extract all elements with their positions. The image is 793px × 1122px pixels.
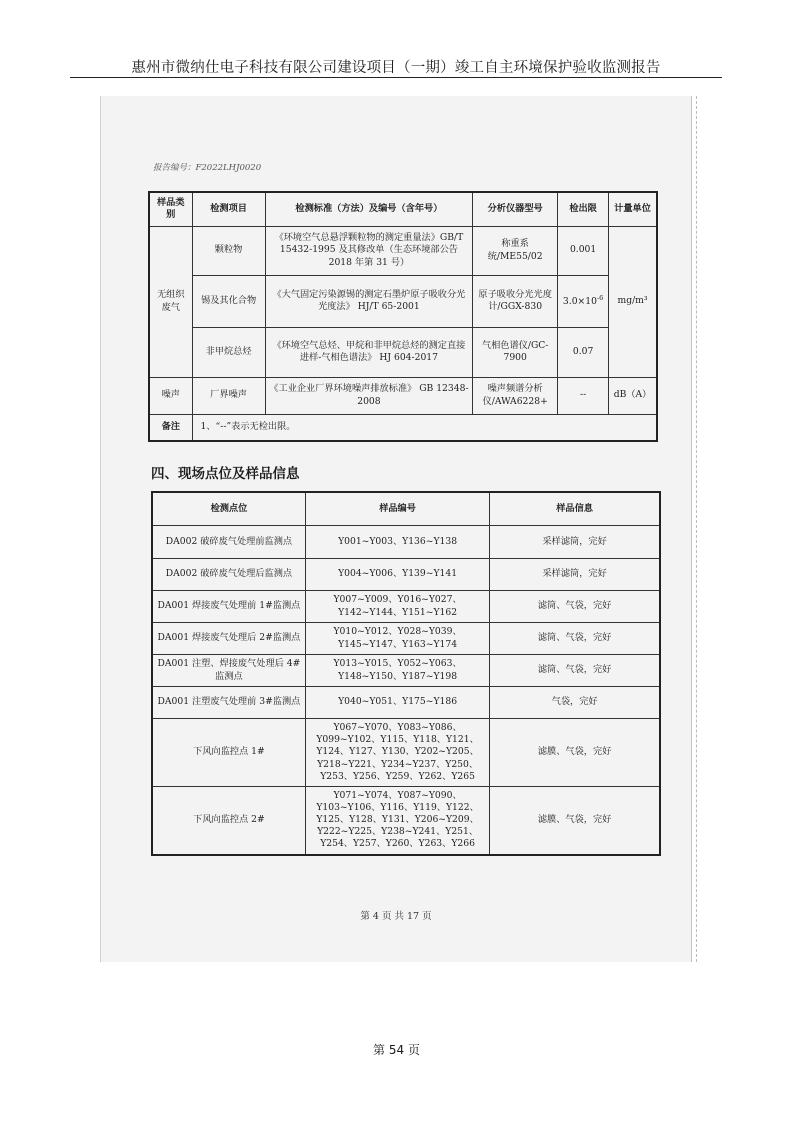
standards-table [148,191,658,442]
info-cell: 采样滤筒，完好 [490,559,660,591]
col-header: 检测项目 [192,192,265,226]
note-label: 备注 [149,414,192,441]
info-cell: 滤筒、气袋，完好 [490,655,660,687]
instrument-cell: 原子吸收分光光度计/GGX-830 [473,275,558,327]
col-header: 样品信息 [490,492,660,526]
item-cell: 锡及其化合物 [192,275,265,327]
table-row [152,623,660,655]
header-rule [70,77,722,78]
samples-cell: Y010~Y012、Y028~Y039、Y145~Y147、Y163~Y174 [305,623,489,655]
unit-cell: mg/m³ [609,226,657,377]
col-header: 计量单位 [609,192,657,226]
col-header: 样品类别 [149,192,192,226]
table-row [152,526,660,559]
table-header-row [152,492,660,526]
info-cell: 滤筒、气袋，完好 [490,591,660,623]
samples-cell: Y007~Y009、Y016~Y027、Y142~Y144、Y151~Y162 [305,591,489,623]
point-cell: DA002 破碎废气处理前监测点 [152,526,305,559]
table-row [149,377,657,414]
table-row [152,559,660,591]
limit-cell: 0.001 [558,226,609,275]
samples-cell: Y071~Y074、Y087~Y090、Y103~Y106、Y116、Y119、Y122、Y125、Y128、Y131、Y206~Y209、Y222~Y225、Y238~Y241、Y251、Y254、Y257、Y260、Y263、Y266 [305,787,489,855]
standard-cell: 《环境空气总悬浮颗粒物的测定重量法》GB/T 15432-1995 及其修改单（生态环境部公告 2018 年第 31 号） [265,226,473,275]
running-header-title: 惠州市微纳仕电子科技有限公司建设项目（一期）竣工自主环境保护验收监测报告 [131,60,661,76]
col-header: 分析仪器型号 [473,192,558,226]
item-cell: 颗粒物 [192,226,265,275]
point-cell: DA001 注塑、焊接废气处理后 4#监测点 [152,655,305,687]
col-header: 检出限 [558,192,609,226]
col-header: 检测标准（方法）及编号（含年号） [265,192,473,226]
item-cell: 非甲烷总烃 [192,327,265,377]
table-row [152,655,660,687]
limit-exponent: -6 [596,293,604,302]
info-cell: 滤筒、气袋，完好 [490,623,660,655]
section-title: 四、现场点位及样品信息 [151,466,300,482]
category-cell: 噪声 [149,377,192,414]
point-cell: DA001 焊接废气处理前 1#监测点 [152,591,305,623]
samples-cell: Y004~Y006、Y139~Y141 [305,559,489,591]
samples-cell: Y067~Y070、Y083~Y086、Y099~Y102、Y115、Y118、Y121、Y124、Y127、Y130、Y202~Y205、Y218~Y221、Y234~Y237、Y250、Y253、Y256、Y259、Y262、Y265 [305,719,489,787]
info-cell: 滤膜、气袋，完好 [490,787,660,855]
samples-cell: Y013~Y015、Y052~Y063、Y148~Y150、Y187~Y198 [305,655,489,687]
point-cell: 下风向监控点 2# [152,787,305,855]
sample-points-table [151,491,661,856]
table-row [152,591,660,623]
standard-cell: 《环境空气总烃、甲烷和非甲烷总烃的测定直接进样-气相色谱法》 HJ 604-2017 [265,327,473,377]
item-cell: 厂界噪声 [192,377,265,414]
scanned-report-page [100,96,692,962]
note-row [149,414,657,441]
col-header: 样品编号 [305,492,489,526]
unit-cell: dB（A） [609,377,657,414]
category-cell: 无组织废气 [149,226,192,377]
table-row [149,275,657,327]
point-cell: DA001 焊接废气处理后 2#监测点 [152,623,305,655]
table-header-row [149,192,657,226]
col-header: 检测点位 [152,492,305,526]
table-row [152,687,660,719]
scan-edge [692,96,697,962]
table-row [149,327,657,377]
samples-cell: Y040~Y051、Y175~Y186 [305,687,489,719]
page-number: 第 54 页 [373,1043,420,1057]
samples-cell: Y001~Y003、Y136~Y138 [305,526,489,559]
standard-cell: 《工业企业厂界环境噪声排放标准》 GB 12348-2008 [265,377,473,414]
instrument-cell: 噪声频谱分析仪/AWA6228+ [473,377,558,414]
limit-cell: 0.07 [558,327,609,377]
point-cell: DA001 注塑废气处理前 3#监测点 [152,687,305,719]
instrument-cell: 称重系统/ME55/02 [473,226,558,275]
limit-cell [558,275,609,327]
info-cell: 滤膜、气袋，完好 [490,719,660,787]
info-cell: 气袋，完好 [490,687,660,719]
table-row [149,226,657,275]
limit-cell: -- [558,377,609,414]
table-row [152,787,660,855]
limit-base: 3.0×10 [562,295,597,307]
info-cell: 采样滤筒，完好 [490,526,660,559]
note-text: 1、“--”表示无检出限。 [192,414,657,441]
standard-cell: 《大气固定污染源锡的测定石墨炉原子吸收分光光度法》 HJ/T 65-2001 [265,275,473,327]
table-row [152,719,660,787]
scan-page-number: 第 4 页 共 17 页 [360,911,432,922]
report-number: 报告编号：F2022LHJ0020 [153,163,262,173]
point-cell: 下风向监控点 1# [152,719,305,787]
instrument-cell: 气相色谱仪/GC-7900 [473,327,558,377]
point-cell: DA002 破碎废气处理后监测点 [152,559,305,591]
